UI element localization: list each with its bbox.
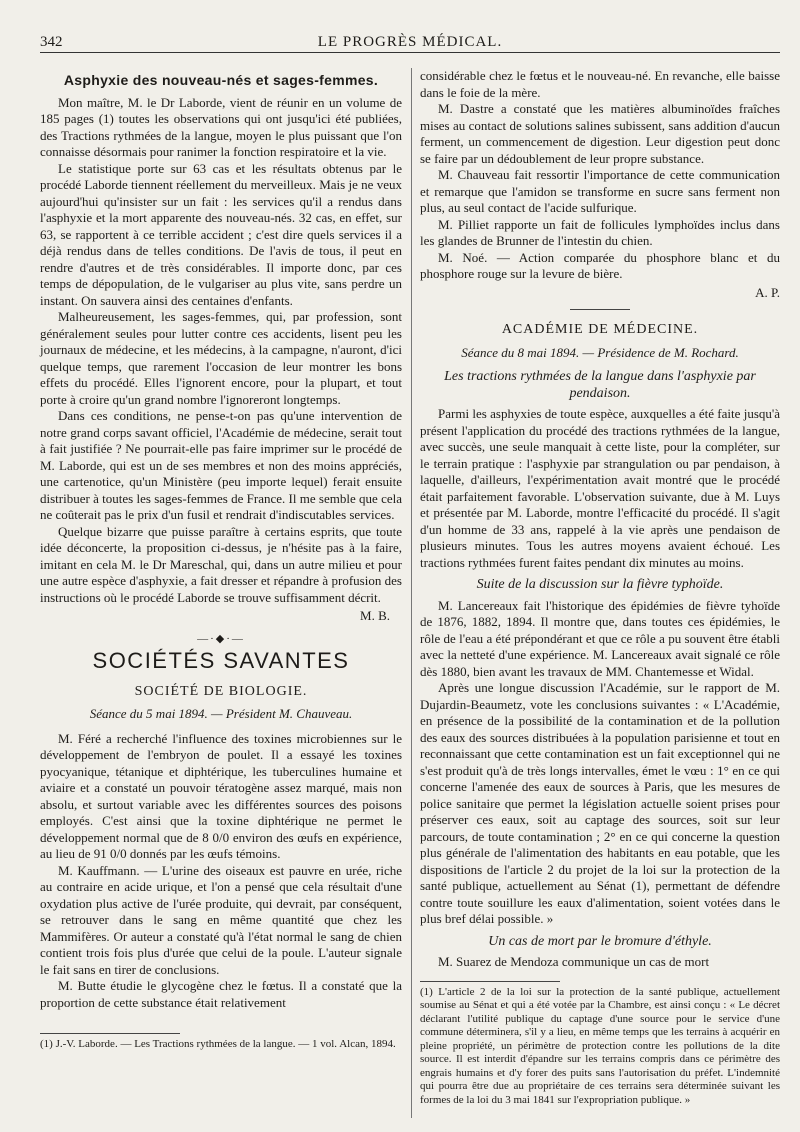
paragraph: M. Lancereaux fait l'historique des épidémies de fièvre tyhoïde de 1876, 1882, 1894. Il montre que, dans toutes ces épidémies, le rôle de l'eau a été prépondérant et que ce rôle a pu souvent être établi avec la netteté d'une expérience. M. Lancereaux avait signalé ce rôle dès 1880, bien avant les travaux de MM. Chantemesse et Widal. [420,597,780,679]
society-heading: SOCIÉTÉ DE BIOLOGIE. [134,683,308,699]
paragraph: Le statistique porte sur 63 cas et les résultats obtenus par le procédé Laborde tiennent réellement du merveilleux. Mais je ne veux aujourd'hui qu'insister sur un fait : les services qu'il a rendus dans l'asphyxie et la mort apparente des nouveau-nés. 32 cas, en effet, sur 63, se rapportent à ce terrible accident ; c'est dire quels services il a déjà rendus dans de telles conditions. De l'avis de tous, il peut en rendre d'autres et de très considérables. Il importe donc, par ces temps de dépopulation, de le vulgariser au plus vite, sans perdre un instant. On sauvera ainsi des centaines d'enfants. [40,160,402,308]
ornament-divider: —·◆·— [197,632,245,645]
subsection-title: Suite de la discussion sur la fièvre typhoïde. [476,577,724,592]
article-title: Asphyxie des nouveau-nés et sages-femmes. [63,72,379,88]
paragraph: M. Kauffmann. — L'urine des oiseaux est pauvre en urée, riche au contraire en acide urique, et l'on a pensé que cela résultait d'une oxydation plus active de l'urée produite, qui devrait, par conséquent, se retrouver dans le sang en même quantité que chez les Mammifères. Or auteur a constaté qu'à l'état normal le sang de chien contient trois fois plus d'urée que celui de la poule. L'auteur signale le fait sans en tirer de conclusions. [40,862,402,977]
journal-title: LE PROGRÈS MÉDICAL. [317,34,503,50]
footnote: (1) L'article 2 de la loi sur la protection de la santé publique, actuellement soumise au Sénat et qui a été votée par la Chambre, est ainsi conçu : « Le décret déclarant l'utilité publique du captage d'une source pour le service d'une commune déterminera, s'il y a lieu, en même temps que les terrains à acquérir en pleine propriété, un périmètre de protection contre les pollutions de la dite source. Il est interdit d'épandre sur les terrains compris dans ce périmètre des engrais humains et d'y forer des puits sans l'autorisation du préfet. L'indemnité qui pourra être due au propriétaire de ces terrains sera déterminée suivant les formes de la loi du 3 mai 1841 sur l'expropriation publique. » [420,985,780,1106]
paragraph: M. Suarez de Mendoza communique un cas de mort [438,954,710,969]
paragraph: M. Féré a recherché l'influence des toxines microbiennes sur le développement de l'embryon de poulet. Il a essayé les toxines pyocyanique, tétanique et diphtérique, les tuberculines humaine et aviaire et a constaté un pouvoir tératogène assez marqué, mais non absolu, et surtout variable avec les différentes sources des poisons employés. C'est ainsi que la toxine diphtérique ne permet le développement normal que de 8 0/0 environ des œufs en expérience, au lieu de 91 0/0 donnés par les œufs témoins. [40,730,402,861]
subsection-title: Les tractions rythmées de la langue dans l'asphyxie par pendaison. [444,369,756,401]
paragraph: Parmi les asphyxies de toute espèce, auxquelles a été faite jusqu'à présent l'application du procédé des tractions rythmées de la langue, avec succès, une seule manquait à cette liste, pour la compléter, sur le terrain pratique : l'asphyxie par strangulation ou par pendaison, à laquelle, d'ailleurs, l'expérimentation avait montré que le procédé était parfaitement favorable. L'observation suivante, due à M. Luys et présentée par M. Laborde, montre l'efficacité du procédé. Il s'agit d'un homme de 33 ans, rappelé à la vie après une pendaison de plusieurs minutes. Tous les autres moyens avaient échoué. Les tractions rythmées furent faites pendant dix minutes au moins. [420,406,780,570]
footnote: (1) J.-V. Laborde. — Les Tractions rythmées de la langue. — 1 vol. Alcan, 1894. [40,1038,396,1050]
session-line: Séance du 8 mai 1894. — Présidence de M. Rochard. [461,344,739,360]
left-column [40,68,402,1052]
signature: M. B. [360,608,390,623]
paragraph: M. Butte étudie le glycogène chez le fœtus. Il a constaté que la proportion de cette substance était relativement [40,978,402,1010]
paragraph: M. Noé. — Action comparée du phosphore blanc et du phosphore rouge sur la levure de bière. [420,249,780,281]
paragraph: Mon maître, M. le Dr Laborde, vient de réunir en un volume de 185 pages (1) toutes les observations qui ont jusqu'ici été publiées, des Tractions rythmées de la langue, moyen le plus puissant que l'on connaisse désormais pour ranimer la fonction respiratoire et la vie. [40,94,402,159]
page-number: 342 [40,34,63,50]
paragraph: Après une longue discussion l'Académie, sur le rapport de M. Dujardin-Beaumetz, vote les conclusions suivantes : « L'Académie, en présence de la possibilité de la contamination et de la pollution des eaux des sources distribuées à la population parisienne et tout en reconnaissant que cette contamination est un fait exceptionnel qui ne s'est produit qu'à de très longs intervalles, émet le vœu : 1° en ce qui concerne l'amenée des eaux de sources à Paris, que les mesures de police sanitaire que permet la législation actuelle soient prises pour préserver ces eaux, soit au captage des sources, soit sur leur parcours, de toute contamination ; 2° en ce qui concerne la question plus générale de l'alimentation des habitants en eau potable, que les dispositions de l'article 2 du projet de la loi sur la protection de la santé publique, actuellement au Sénat (1), permettant de défendre contre toute souillure les eaux d'alimentation, soient votées dans le plus bref délai possible. » [420,680,780,926]
footnote-rule [40,1033,180,1034]
footnote-rule [420,981,560,982]
paragraph: Quelque bizarre que puisse paraître à certains esprits, que toute idée déconcerte, la proposition ci-dessus, je n'hésite pas à la faire, imitant en cela M. le Dr Mareschal, qui, dans un autre milieu et pour une autre espèce d'asphyxie, a fait dresser et répandre à profusion des instructions où le procédé Laborde se trouve suffisamment décrit. [40,523,402,605]
subsection-title: Un cas de mort par le bromure d'éthyle. [488,933,712,949]
signature: A. P. [755,284,780,300]
section-rule [570,309,630,310]
paragraph: considérable chez le fœtus et le nouveau-né. En revanche, elle baisse dans le foie de la mère. [420,68,780,100]
right-column [420,68,780,1107]
session-line: Séance du 5 mai 1894. — Président M. Chauveau. [89,706,353,721]
academy-heading: ACADÉMIE DE MÉDECINE. [501,322,699,337]
column-divider [411,68,412,1118]
paragraph: M. Pilliet rapporte un fait de follicules lymphoïdes inclus dans les glandes de Brunner de l'intestin du chien. [420,216,780,248]
paragraph: M. Dastre a constaté que les matières albuminoïdes fraîches mises au contact de solutions salines subissent, sans addition d'aucun ferment, un commencement de digestion. Leur digestion peut donc se faire par un dédoublement de leur propre substance. [420,101,780,166]
page-header [40,30,780,53]
paragraph: Malheureusement, les sages-femmes, qui, par profession, sont généralement seules pour lutter contre ces accidents, lisent peu les journaux de médecine, et les médecins, à la campagne, n'auront, d'ici quelque temps, que rarement l'occasion de leur montrer les bons effets du procédé. Elles l'ignorent encore, pour la plupart, et tout porte à croire qu'un grand nombre l'ignoreront longtemps. [40,309,402,407]
paragraph: M. Chauveau fait ressortir l'importance de cette communication et remarque que l'amidon se transforme en sucre sans ferment non plus, au seul contact de l'acide sulfurique. [420,167,780,215]
section-heading: SOCIÉTÉS SAVANTES [92,648,350,673]
paragraph: Dans ces conditions, ne pense-t-on pas qu'une intervention de notre grand corps savant officiel, l'Académie de médecine, serait tout à fait justifiée ? Ne pourrait-elle pas faire imprimer sur le procédé de M. Laborde, qui est un de ses membres et non des moins appréciés, une cartenotice, qu'un Ministère (peu importe lequel) ferait ensuite distribuer à toutes les sages-femmes de France. Il me semble que cela ne coûterait pas le prix d'un fusil et rendrait d'indiscutables services. [40,408,402,522]
